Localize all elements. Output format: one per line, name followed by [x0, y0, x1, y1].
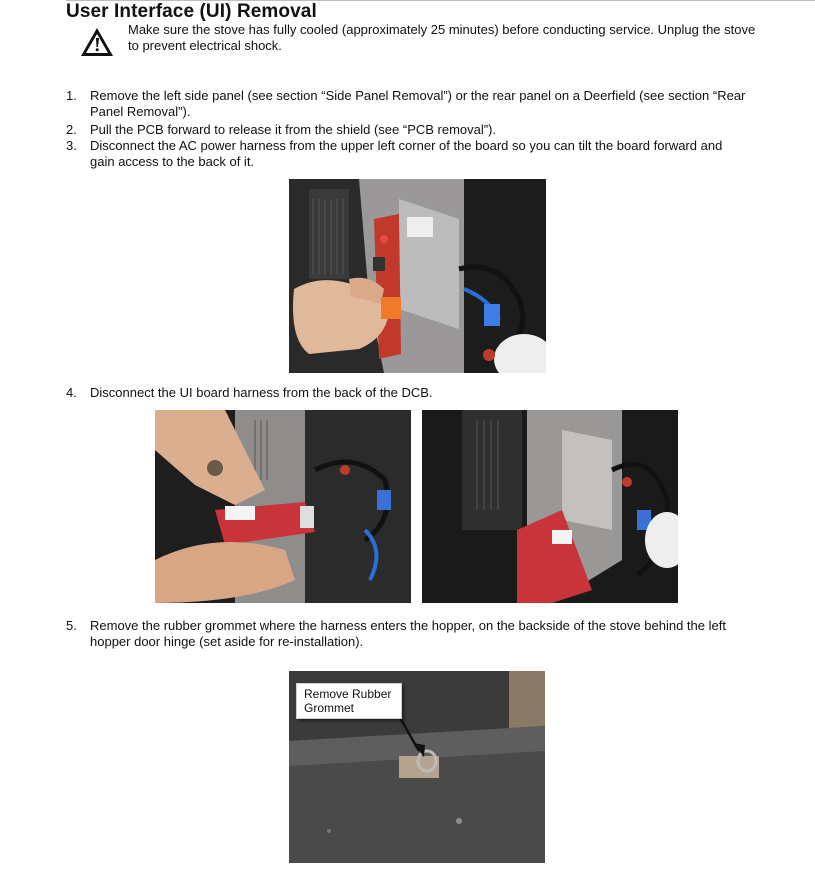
step-number: 1. — [66, 88, 77, 103]
step-line: Panel Removal”). — [90, 104, 191, 119]
step-line: Remove the rubber grommet where the harness enters the hopper, on the backside of the stove behind the left — [90, 618, 726, 633]
step-text: Pull the PCB forward to release it from the shield (see “PCB removal”). — [90, 122, 497, 137]
step-line: Disconnect the AC power harness from the upper left corner of the board so you can tilt the board forward and — [90, 138, 723, 153]
page-title: User Interface (UI) Removal — [66, 1, 317, 22]
step-text — [90, 138, 770, 170]
step-line: hopper door hinge (set aside for re-installation). — [90, 634, 364, 649]
warning-icon — [80, 27, 114, 57]
step-number: 2. — [66, 122, 77, 137]
step-line: gain access to the back of it. — [90, 154, 255, 169]
callout-label — [296, 683, 402, 719]
step-text: Disconnect the UI board harness from the back of the DCB. — [90, 385, 433, 400]
step-number: 3. — [66, 138, 77, 153]
step-text — [90, 88, 770, 120]
callout-line: Remove Rubber — [304, 687, 392, 701]
step-number: 5. — [66, 618, 77, 633]
photo-ac-harness — [289, 179, 546, 373]
step-text — [90, 618, 770, 650]
safety-warning-text: Make sure the stove has fully cooled (approximately 25 minutes) before conducting service. Unplug the stove to prevent electrical shock. — [128, 22, 756, 53]
photo-ui-board-removed — [422, 410, 678, 603]
step-line: Remove the left side panel (see section “Side Panel Removal”) or the rear panel on a Deerfield (see section “Rear — [90, 88, 746, 103]
photo-ui-harness-disconnect — [155, 410, 411, 603]
callout-line: Grommet — [304, 701, 355, 715]
step-number: 4. — [66, 385, 77, 400]
